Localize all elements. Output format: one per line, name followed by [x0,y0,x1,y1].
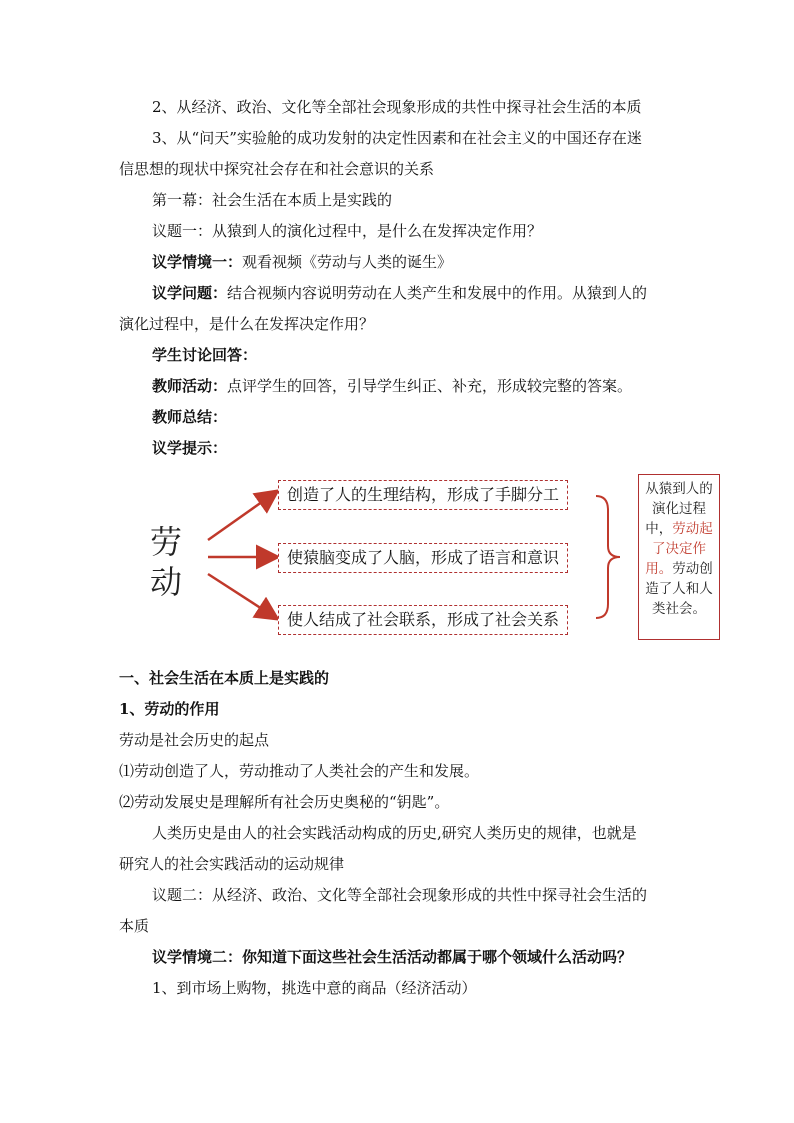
text-line: 劳动是社会历史的起点 [119,731,270,749]
diagram-conclusion [638,474,720,640]
text-line: 2、从经济、政治、文化等全部社会现象形成的共性中探寻社会生活的本质 [152,98,642,116]
arrow-1 [208,492,276,540]
student-discussion: 学生讨论回答： [152,346,258,364]
conclusion-text-red: 劳动起了决定作用。 [645,521,713,577]
diagram-box-3: 使人结成了社会联系，形成了社会关系 [278,605,568,635]
brace [596,496,620,618]
text-line: 人类历史是由人的社会实践活动构成的历史,研究人类历史的规律，也就是 [152,824,637,842]
text-line: 本质 [119,917,150,935]
teacher-activity-text: 点评学生的回答，引导学生纠正、补充，形成较完整的答案。 [227,377,633,395]
topic-one: 议题一：从猿到人的演化过程中，是什么在发挥决定作用？ [152,222,543,240]
scenario-two: 议学情境二：你知道下面这些社会生活活动都属于哪个领域什么活动吗？ [152,948,633,966]
text-line: 信思想的现状中探究社会存在和社会意识的关系 [119,160,435,178]
topic-two: 议题二：从经济、政治、文化等全部社会现象形成的共性中探寻社会生活的 [152,886,648,904]
diagram-box-2: 使猿脑变成了人脑，形成了语言和意识 [278,543,568,573]
text-line: ⑴劳动创造了人，劳动推动了人类社会的产生和发展。 [119,762,480,780]
text-line: 演化过程中，是什么在发挥决定作用？ [119,315,375,333]
act-title: 第一幕：社会生活在本质上是实践的 [152,191,393,209]
text-line: 1、到市场上购物，挑选中意的商品（经济活动） [152,979,477,997]
scenario-one-text: 观看视频《劳动与人类的诞生》 [242,253,453,271]
labor-diagram [150,470,740,650]
question-label: 议学问题： [152,284,228,302]
subsection-heading: 1、劳动的作用 [119,700,220,718]
text-line: 3、从“问天”实验舱的成功发射的决定性因素和在社会主义的中国还存在迷 [152,129,642,147]
scenario-one-label: 议学情境一： [152,253,243,271]
scenario-one [152,252,452,272]
teacher-summary: 教师总结： [152,408,228,426]
diagram-box-1: 创造了人的生理结构，形成了手脚分工 [278,480,568,510]
label-dong: 动 [150,563,183,601]
text-line: ⑵劳动发展史是理解所有社会历史奥秘的“钥匙”。 [119,793,450,811]
question-text: 结合视频内容说明劳动在人类产生和发展中的作用。从猿到人的 [227,284,648,302]
question [152,283,647,303]
hint-label: 议学提示： [152,439,228,457]
teacher-activity [152,376,632,396]
teacher-activity-label: 教师活动： [152,377,228,395]
conclusion-text-b: 劳动创造了人和人类社会。 [645,561,713,617]
text-line: 研究人的社会实践活动的运动规律 [119,855,345,873]
conclusion-text-a: 从猿到人的演化过程中， [645,481,713,537]
label-lao: 劳 [150,523,183,561]
arrow-3 [208,574,276,618]
section-heading: 一、社会生活在本质上是实践的 [119,669,330,687]
